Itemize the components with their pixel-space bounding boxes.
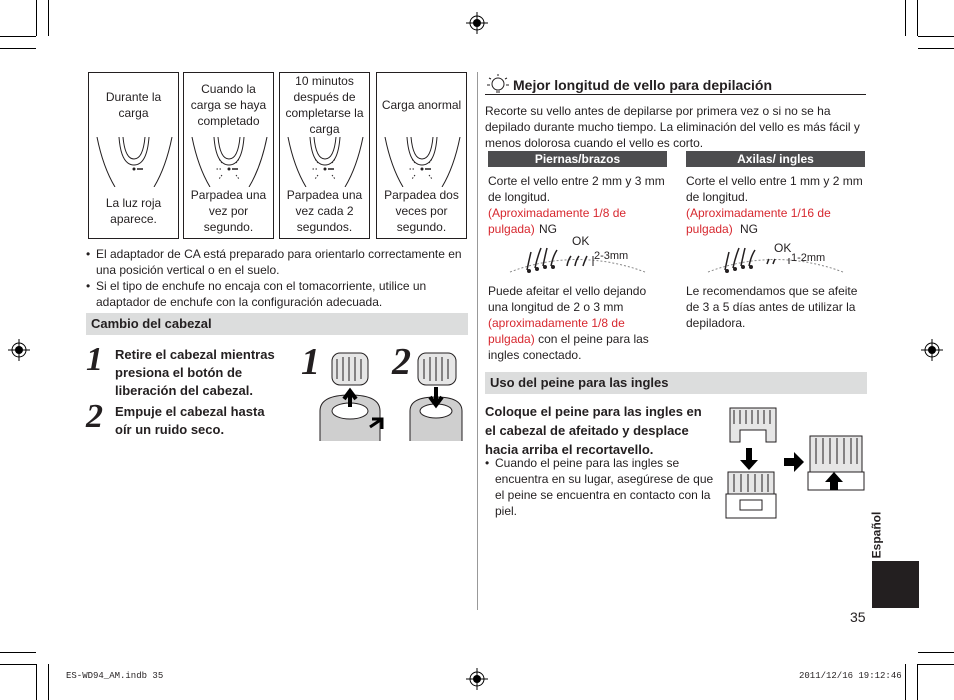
footer-timestamp: 2011/12/16 19:12:46 <box>799 671 902 681</box>
blinking-light-icon <box>284 137 367 187</box>
hair-length-intro: Recorte su vello antes de depilarse por primera vez o si no se ha depilado durante mucho tiempo. La eliminación del vello es más fácil y menos dolorosa cuando el vello es corto. <box>485 104 860 150</box>
state-indication: Parpadea una vez cada 2 segundos. <box>286 188 363 234</box>
state-indication: Parpadea una vez por segundo. <box>190 188 267 234</box>
shave-advice <box>488 283 653 363</box>
attach-head-illustration <box>404 345 468 441</box>
state-condition: Cuando la carga se haya completado <box>190 82 267 128</box>
column-header-underarm-bikini: Axilas/ ingles <box>686 151 865 167</box>
section-title-bikini-comb: Uso del peine para las ingles <box>485 372 867 394</box>
state-condition: Carga anormal <box>381 98 462 112</box>
bikini-comb-note: • Cuando el peine para las ingles se encuentra en su lugar, asegúrese de que el peine se encuentra en contacto con la piel. <box>485 455 723 519</box>
state-condition: Durante la carga <box>105 90 162 120</box>
red-light-on-icon <box>93 137 176 187</box>
ok-label: OK <box>572 234 590 248</box>
crop-mark <box>917 664 918 700</box>
bikini-comb-illustration <box>722 402 868 522</box>
footer-file: ES-WD94_AM.indb 35 <box>66 671 164 681</box>
tip-lightbulb-icon <box>485 74 511 96</box>
state-indication: Parpadea dos veces por segundo. <box>384 188 459 234</box>
shave-advice-text: con el peine para las ingles conectado. <box>488 332 649 362</box>
ng-label: NG <box>539 222 557 236</box>
crop-mark <box>48 664 49 700</box>
crop-mark <box>918 664 954 665</box>
adapter-note: • El adaptador de CA está preparado para orientarlo correctamente en una posición vertical o en el suelo. <box>86 246 476 278</box>
crop-mark <box>905 664 906 700</box>
crop-mark <box>0 48 36 49</box>
language-tab-label <box>862 510 890 560</box>
registration-mark-icon <box>8 339 30 361</box>
language-tab <box>872 561 919 608</box>
shave-advice-approx: (aproximadamente 1/8 de pulgada) <box>488 316 625 346</box>
crop-mark <box>918 48 954 49</box>
step-number: 1 <box>86 341 103 378</box>
approx-length: (Aproximadamente 1/16 de pulgada) <box>686 206 831 236</box>
state-condition: 10 minutos después de completarse la carga <box>285 74 364 136</box>
registration-mark-icon <box>466 668 488 690</box>
crop-mark <box>917 0 918 36</box>
blinking-light-icon <box>381 137 464 187</box>
step-number: 2 <box>86 398 103 435</box>
charging-state-cell <box>88 72 179 239</box>
crop-mark <box>0 664 36 665</box>
step-text: Empuje el cabezal hasta oír un ruido seco. <box>115 404 265 437</box>
state-indication: La luz roja aparece. <box>105 196 162 226</box>
remove-head-illustration <box>312 345 387 441</box>
crop-mark <box>0 36 36 37</box>
length-label: 2-3mm <box>594 250 629 262</box>
charging-state-cell <box>279 72 370 239</box>
crop-mark <box>918 652 954 653</box>
crop-mark <box>48 0 49 36</box>
registration-mark-icon <box>921 339 943 361</box>
approx-length: (Aproximadamente 1/8 de pulgada) <box>488 206 627 236</box>
ok-label: OK <box>774 241 792 255</box>
hair-length-diagram <box>505 222 650 277</box>
page-number: 35 <box>850 609 866 625</box>
figure-label: 2 <box>392 341 411 383</box>
shave-advice-text: Puede afeitar el vello dejando una longitud de 2 o 3 mm <box>488 284 647 314</box>
registration-mark-icon <box>466 12 488 34</box>
step-text: Retire el cabezal mientras presiona el botón de liberación del cabezal. <box>115 347 275 398</box>
column-header-legs-arms: Piernas/brazos <box>488 151 667 167</box>
section-title-hair-length: Mejor longitud de vello para depilación <box>513 77 773 93</box>
shave-advice: Le recomendamos que se afeite de 3 a 5 días antes de utilizar la depiladora. <box>686 284 858 330</box>
charging-state-cell <box>376 72 467 239</box>
blinking-light-icon <box>188 137 271 187</box>
length-label: 1-2mm <box>791 252 826 264</box>
language-label: Español <box>869 511 883 559</box>
ng-label: NG <box>740 222 758 236</box>
title-underline <box>485 94 866 95</box>
crop-mark <box>36 664 37 700</box>
figure-label: 1 <box>301 341 320 383</box>
cut-instruction: Corte el vello entre 1 mm y 2 mm de longitud. <box>686 174 863 204</box>
section-title-head-change: Cambio del cabezal <box>86 313 468 335</box>
crop-mark <box>0 652 36 653</box>
charging-state-cell <box>183 72 274 239</box>
adapter-note: • Si el tipo de enchufe no encaja con el tomacorriente, utilice un adaptador de enchufe con la configuración adecuada. <box>86 278 476 310</box>
cut-instruction: Corte el vello entre 2 mm y 3 mm de longitud. <box>488 174 665 204</box>
column-divider <box>477 72 478 610</box>
crop-mark <box>36 0 37 36</box>
crop-mark <box>905 0 906 36</box>
bikini-comb-instruction: Coloque el peine para las ingles en el cabezal de afeitado y desplace hacia arriba el recortavello. <box>485 404 702 457</box>
crop-mark <box>918 36 954 37</box>
